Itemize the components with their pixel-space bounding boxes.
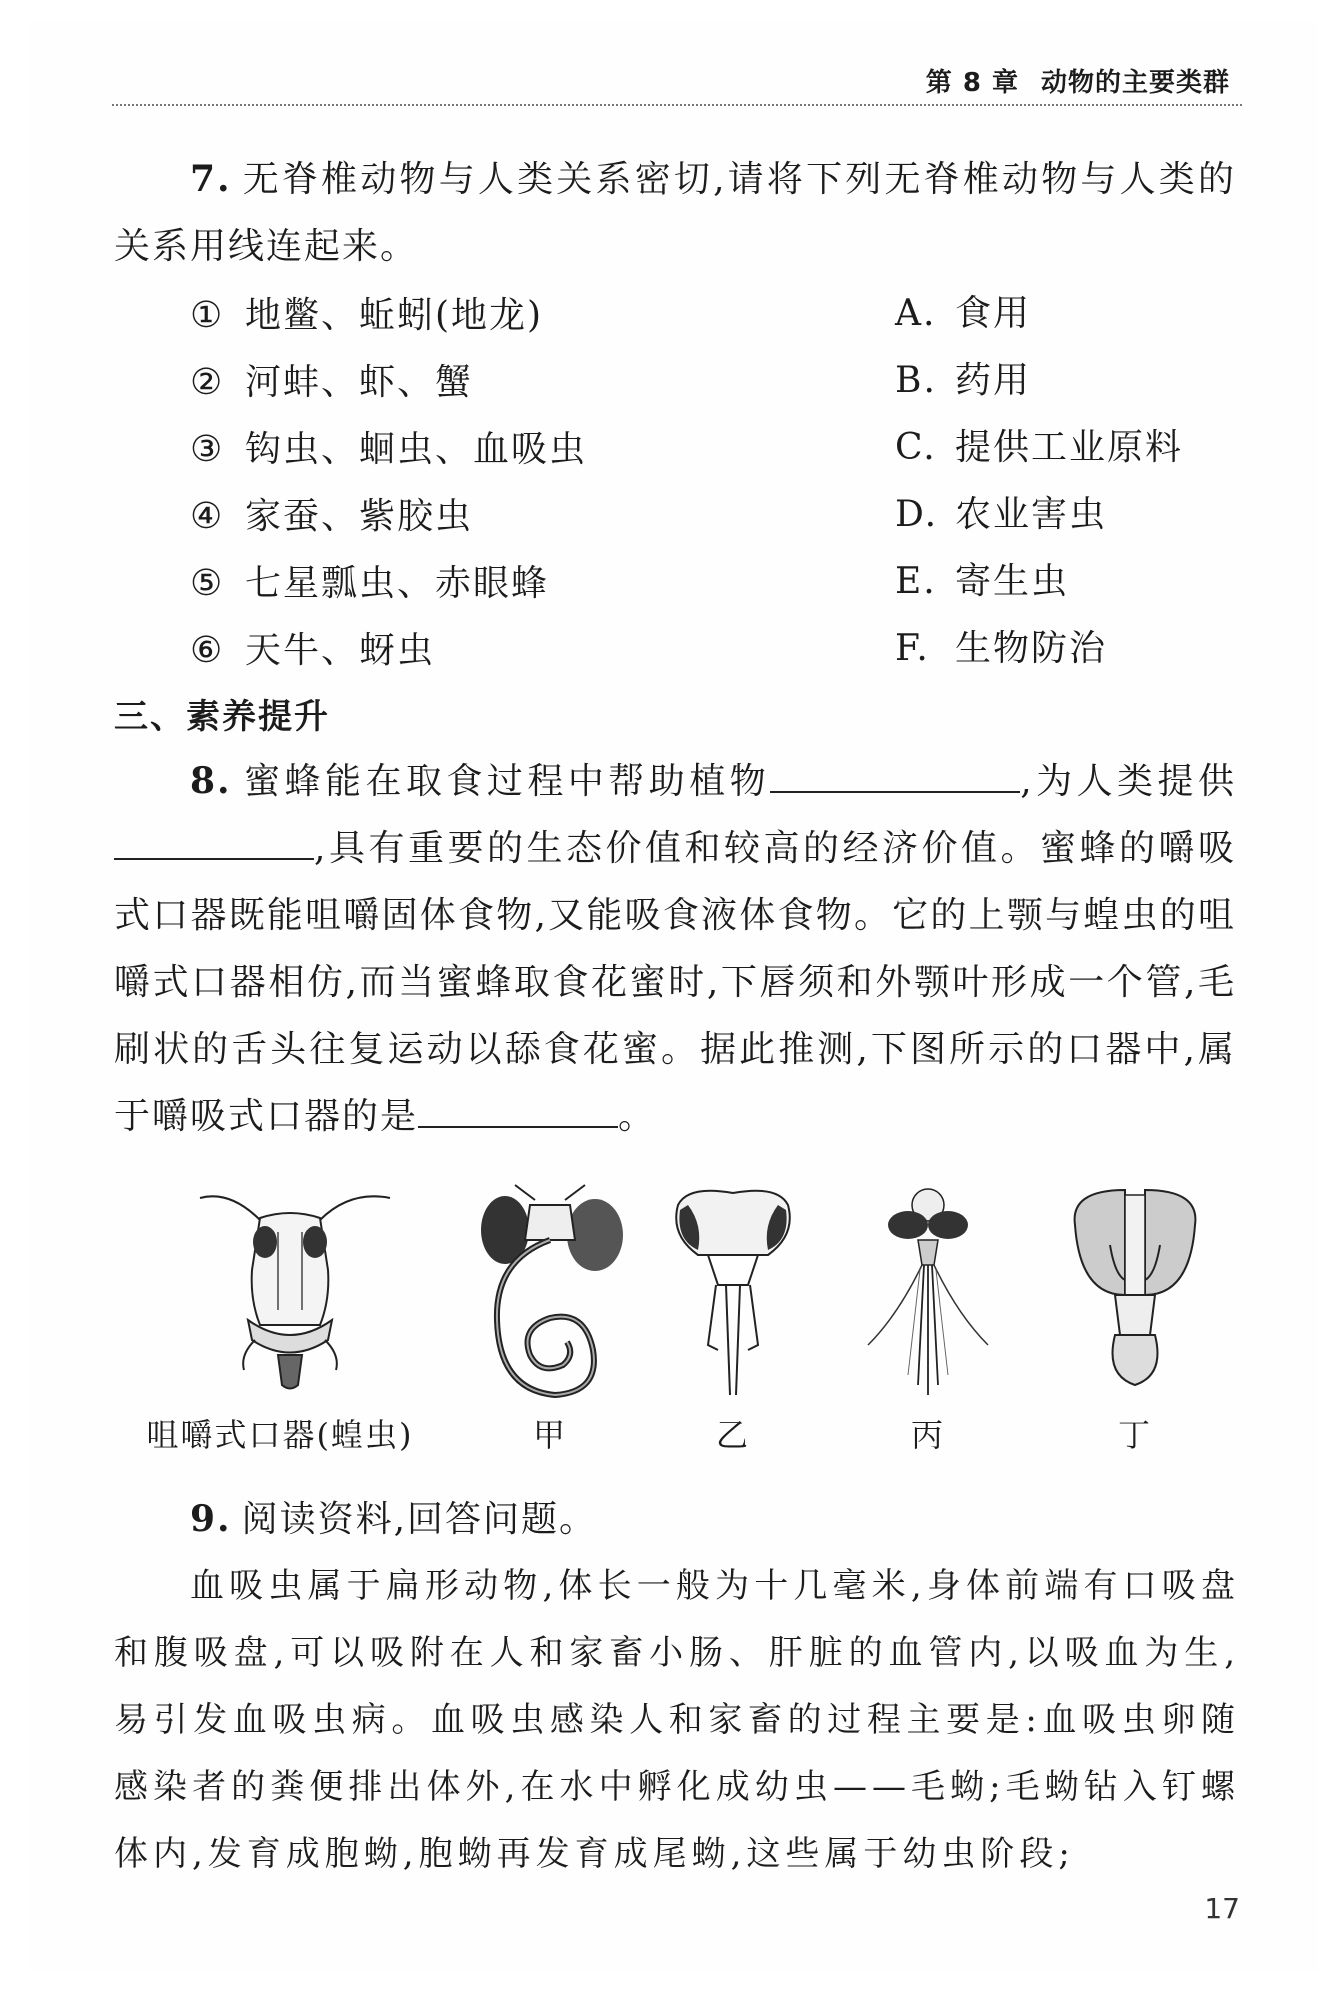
question-9-number: 9. bbox=[190, 1498, 232, 1540]
item-mark: E. bbox=[895, 561, 937, 602]
item-text: 提供工业原料 bbox=[955, 427, 1184, 468]
q8-text-4: 。 bbox=[618, 1096, 657, 1137]
q7-left-item bbox=[190, 349, 587, 416]
question-7 bbox=[114, 146, 1236, 280]
chapter-number: 第 8 章 bbox=[925, 68, 1019, 98]
header-dotted-rule bbox=[112, 104, 1242, 106]
page-number: 17 bbox=[1204, 1892, 1240, 1925]
q7-right-item bbox=[895, 280, 1183, 347]
item-mark: ③ bbox=[190, 429, 225, 470]
item-mark: D. bbox=[895, 494, 939, 535]
item-mark: ④ bbox=[190, 496, 225, 537]
q7-right-item bbox=[895, 615, 1183, 682]
item-text: 河蚌、虾、蟹 bbox=[245, 362, 474, 403]
q7-right-item bbox=[895, 548, 1183, 615]
item-text: 地鳖、蚯蚓(地龙) bbox=[245, 295, 544, 336]
answer-blank-2[interactable] bbox=[114, 828, 314, 860]
q7-right-column bbox=[895, 280, 1183, 682]
q7-right-item bbox=[895, 414, 1183, 481]
q7-right-item bbox=[895, 481, 1183, 548]
question-9-title: 阅读资料,回答问题。 bbox=[241, 1499, 598, 1540]
item-text: 家蚕、紫胶虫 bbox=[245, 496, 474, 537]
figure-caption: 丙 bbox=[910, 1416, 945, 1454]
item-text: 七星瓢虫、赤眼蜂 bbox=[245, 563, 550, 604]
q8-text-1: 蜜蜂能在取食过程中帮助植物 bbox=[241, 761, 771, 802]
item-text: 药用 bbox=[955, 360, 1032, 401]
question-9 bbox=[114, 1486, 1236, 1553]
question-7-text: 无脊椎动物与人类关系密切,请将下列无脊椎动物与人类的关系用线连起来。 bbox=[114, 159, 1236, 267]
reading-passage: 血吸虫属于扁形动物,体长一般为十几毫米,身体前端有口吸盘和腹吸盘,可以吸附在人和家畜小肠、肝脏的血管内,以吸血为生,易引发血吸虫病。血吸虫感染人和家畜的过程主要是:血吸虫卵随感染者的粪便排出体外,在水中孵化成幼虫——毛蚴;毛蚴钻入钉螺体内,发育成胞蚴,胞蚴再发育成尾蚴,这些属于幼虫阶段; bbox=[114, 1566, 1240, 1874]
figure-caption: 咀嚼式口器(蝗虫) bbox=[146, 1416, 414, 1454]
item-mark: B. bbox=[895, 360, 937, 401]
q8-text-3: ,具有重要的生态价值和较高的经济价值。蜜蜂的嚼吸式口器既能咀嚼固体食物,又能吸食液体食物。它的上颚与蝗虫的咀嚼式口器相仿,而当蜜蜂取食花蜜时,下唇须和外颚叶形成一个管,毛刷状的舌头往复运动以舔食花蜜。据此推测,下图所示的口器中,属于嚼吸式口器的是 bbox=[114, 828, 1236, 1137]
item-mark: C. bbox=[895, 427, 937, 468]
honeybee-mouthpart-illustration bbox=[668, 1185, 798, 1405]
running-header bbox=[926, 62, 1230, 99]
q7-left-item bbox=[190, 617, 587, 684]
item-text: 食用 bbox=[955, 293, 1032, 334]
item-mark: ② bbox=[190, 362, 225, 403]
item-text: 钩虫、蛔虫、血吸虫 bbox=[245, 429, 588, 470]
q7-left-item bbox=[190, 550, 587, 617]
item-mark: ⑤ bbox=[190, 563, 225, 604]
question-8 bbox=[114, 748, 1236, 1150]
item-text: 农业害虫 bbox=[955, 494, 1108, 535]
figure-caption: 丁 bbox=[1117, 1416, 1152, 1454]
item-text: 天牛、蚜虫 bbox=[245, 630, 436, 671]
question-8-number: 8. bbox=[190, 760, 232, 802]
figure-caption: 乙 bbox=[715, 1416, 750, 1454]
q7-right-item bbox=[895, 347, 1183, 414]
answer-blank-3[interactable] bbox=[418, 1096, 618, 1128]
item-text: 寄生虫 bbox=[955, 561, 1070, 602]
chapter-title: 动物的主要类群 bbox=[1040, 68, 1230, 98]
q7-left-column bbox=[190, 282, 587, 684]
figure-caption: 甲 bbox=[532, 1416, 567, 1454]
question-7-number: 7. bbox=[190, 158, 232, 200]
mosquito-mouthpart-illustration bbox=[858, 1185, 998, 1405]
section-heading: 三、素养提升 bbox=[114, 697, 330, 737]
grasshopper-mouthpart-illustration bbox=[160, 1180, 400, 1400]
answer-blank-1[interactable] bbox=[770, 761, 1020, 793]
q7-left-item bbox=[190, 416, 587, 483]
housefly-mouthpart-illustration bbox=[1055, 1185, 1215, 1415]
butterfly-mouthpart-illustration bbox=[475, 1180, 625, 1410]
q7-left-item bbox=[190, 282, 587, 349]
item-text: 生物防治 bbox=[955, 628, 1108, 669]
q7-left-item bbox=[190, 483, 587, 550]
item-mark: ⑥ bbox=[190, 630, 225, 671]
q8-text-2: ,为人类提供 bbox=[1020, 761, 1236, 802]
item-mark: F. bbox=[895, 628, 930, 669]
item-mark: A. bbox=[895, 293, 937, 334]
item-mark: ① bbox=[190, 295, 225, 336]
